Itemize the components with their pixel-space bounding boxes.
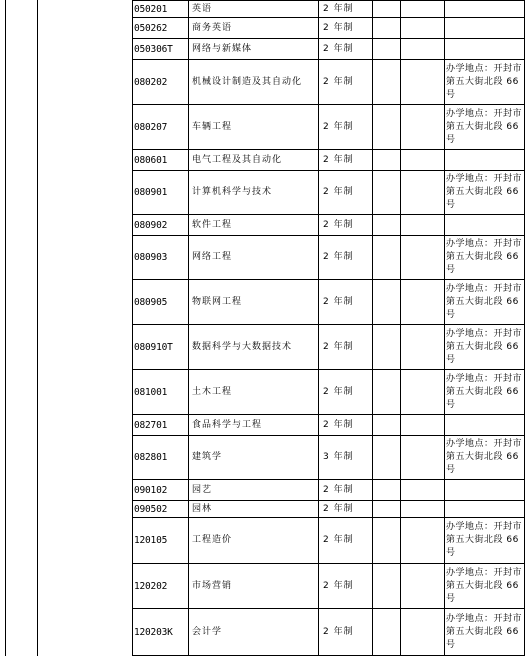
duration-cell: 2 年制: [323, 386, 354, 397]
major-code-cell: 080910T: [134, 341, 173, 353]
duration-cell: 2 年制: [323, 219, 354, 230]
major-name-cell: 园林: [192, 503, 213, 514]
major-name-cell: 会计学: [192, 627, 223, 637]
duration-cell: 2 年制: [323, 341, 354, 352]
major-name-cell: 车辆工程: [192, 121, 233, 132]
major-name-cell: 物联网工程: [192, 296, 243, 307]
major-code-cell: 120202: [134, 580, 168, 592]
duration-cell: 2 年制: [323, 627, 354, 637]
major-code-cell: 080901: [134, 187, 168, 198]
note-cell: 办学地点：开封市第五大街北段 66 号: [446, 373, 523, 410]
note-cell: [445, 1, 523, 17]
major-code-cell: 082701: [134, 419, 168, 431]
major-code-cell: 050306T: [134, 43, 173, 55]
major-name-cell: 网络与新媒体: [192, 43, 253, 54]
major-name-cell: 软件工程: [192, 219, 233, 230]
note-cell: 办学地点：开封市第五大街北段 66 号: [446, 239, 523, 275]
major-code-cell: 080207: [134, 121, 168, 133]
note-cell: [445, 215, 523, 235]
major-code-cell: 081001: [134, 386, 168, 398]
duration-cell: 2 年制: [323, 187, 354, 197]
note-cell: 办学地点：开封市第五大街北段 66 号: [446, 283, 523, 320]
duration-cell: 3 年制: [323, 452, 354, 462]
note-cell: 办学地点：开封市第五大街北段 66 号: [446, 439, 523, 475]
note-cell: [445, 18, 523, 38]
major-name-cell: 园艺: [192, 484, 213, 495]
major-code-cell: 080903: [134, 252, 168, 263]
note-cell: 办学地点：开封市第五大街北段 66 号: [446, 522, 523, 558]
note-cell: 办学地点：开封市第五大街北段 66 号: [446, 614, 523, 650]
major-name-cell: 市场营销: [192, 580, 233, 591]
note-cell: 办学地点：开封市第五大街北段 66 号: [446, 174, 523, 210]
major-name-cell: 网络工程: [192, 252, 233, 262]
major-code-cell: 082801: [134, 452, 168, 463]
major-name-cell: 电气工程及其自动化: [192, 154, 283, 165]
note-cell: [445, 480, 523, 500]
major-name-cell: 商务英语: [192, 22, 233, 33]
duration-cell: 2 年制: [323, 22, 354, 33]
note-cell: [445, 415, 523, 435]
duration-cell: 2 年制: [323, 154, 354, 165]
note-cell: 办学地点：开封市第五大街北段 66 号: [446, 108, 523, 145]
major-code-cell: 080202: [134, 76, 168, 88]
duration-cell: 2 年制: [323, 535, 354, 545]
major-name-cell: 土木工程: [192, 386, 233, 397]
duration-cell: 2 年制: [323, 296, 354, 307]
duration-cell: 2 年制: [323, 484, 354, 495]
note-cell: [445, 39, 523, 59]
major-name-cell: 食品科学与工程: [192, 419, 263, 430]
major-code-cell: 080902: [134, 219, 168, 231]
major-code-cell: 090502: [134, 503, 168, 515]
major-code-cell: 050262: [134, 22, 168, 34]
column-divider: [5, 0, 6, 656]
major-name-cell: 数据科学与大数据技术: [192, 341, 293, 352]
major-name-cell: 机械设计制造及其自动化: [192, 76, 303, 87]
note-cell: 办学地点：开封市第五大街北段 66 号: [446, 567, 523, 604]
note-cell: 办学地点：开封市第五大街北段 66 号: [446, 328, 523, 365]
major-code-cell: 080905: [134, 296, 168, 308]
duration-cell: 2 年制: [323, 121, 354, 132]
major-name-cell: 工程造价: [192, 535, 233, 545]
note-cell: [445, 501, 523, 517]
duration-cell: 2 年制: [323, 252, 354, 262]
note-cell: [445, 150, 523, 170]
major-code-cell: 090102: [134, 484, 168, 496]
column-divider: [372, 0, 373, 656]
major-name-cell: 英语: [192, 3, 213, 14]
major-code-cell: 080601: [134, 154, 168, 166]
duration-cell: 2 年制: [323, 76, 354, 87]
major-code-cell: 050201: [134, 3, 168, 15]
duration-cell: 2 年制: [323, 43, 354, 54]
column-divider: [37, 0, 38, 656]
major-code-cell: 120105: [134, 535, 168, 546]
duration-cell: 2 年制: [323, 580, 354, 591]
duration-cell: 2 年制: [323, 503, 354, 514]
duration-cell: 2 年制: [323, 419, 354, 430]
column-divider: [524, 0, 525, 656]
major-name-cell: 计算机科学与技术: [192, 187, 273, 197]
note-cell: 办学地点：开封市第五大街北段 66 号: [446, 63, 523, 100]
major-code-cell: 120203K: [134, 627, 173, 638]
major-name-cell: 建筑学: [192, 452, 223, 462]
column-divider: [400, 0, 401, 656]
duration-cell: 2 年制: [323, 3, 354, 14]
